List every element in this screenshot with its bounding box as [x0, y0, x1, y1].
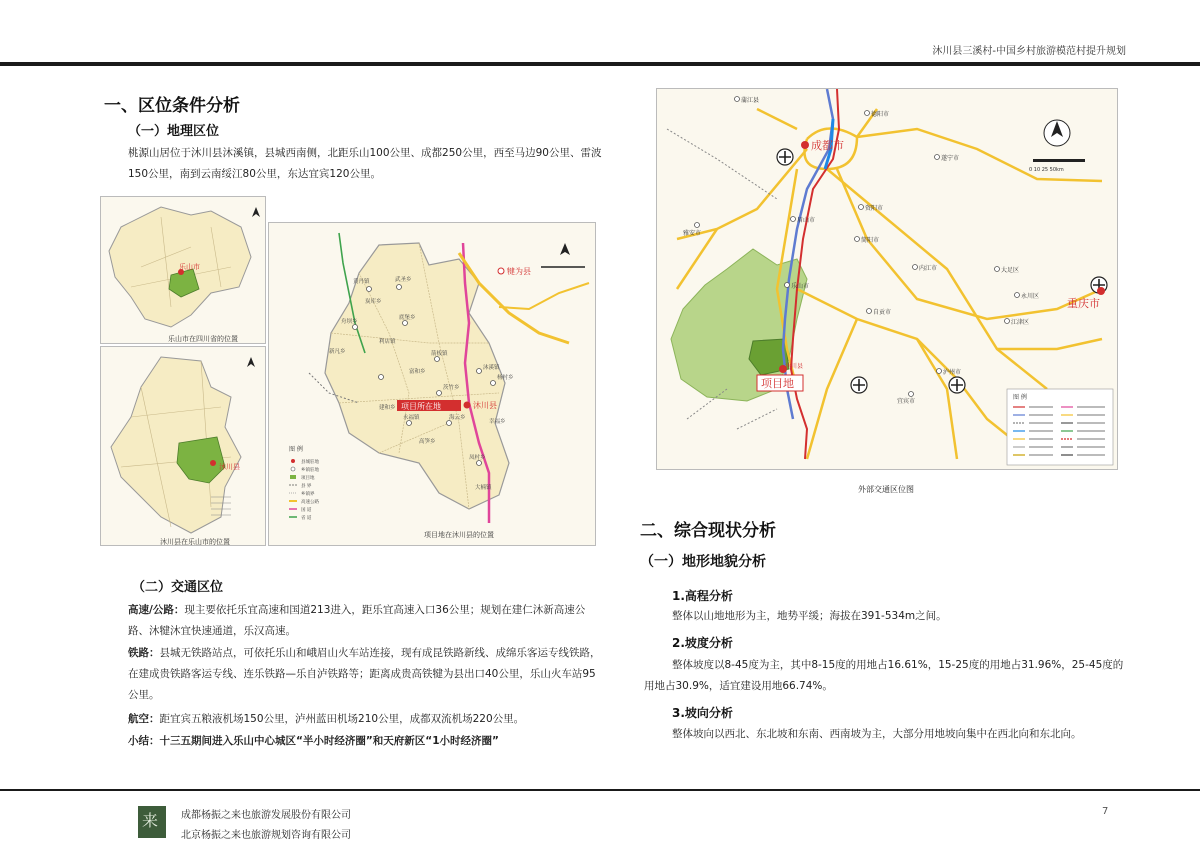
svg-text:富和乡: 富和乡 — [409, 369, 426, 375]
svg-text:项目地: 项目地 — [301, 476, 315, 481]
slope-title: 2.坡度分析 — [672, 636, 733, 650]
svg-text:黄丹镇: 黄丹镇 — [353, 279, 370, 285]
svg-text:县 界: 县 界 — [301, 484, 312, 489]
county-map-caption: 项目地在沐川县的位置 — [424, 531, 494, 539]
svg-text:沐溪镇: 沐溪镇 — [483, 365, 500, 371]
svg-text:新凡乡: 新凡乡 — [329, 349, 346, 355]
svg-text:凤村乡: 凤村乡 — [469, 455, 486, 461]
elevation-text: 整体以山地地形为主，地势平缓；海拔在391-534m之间。 — [672, 610, 947, 622]
svg-text:图 例: 图 例 — [1013, 394, 1027, 401]
railway-paragraph — [128, 643, 606, 706]
company-name-1: 成都杨振之来也旅游发展股份有限公司 — [181, 810, 351, 821]
summary-text: 十三五期间进入乐山中心城区“半小时经济圈”和天府新区“1小时经济圈” — [159, 735, 499, 747]
svg-text:重庆市: 重庆市 — [1067, 297, 1100, 310]
geo-location-text: 桃源山居位于沐川县沐溪镇，县城西南侧，北距乐山100公里、成都250公里，西至马边90公里、雷波150公里，南到云南绥江80公里，东达宜宾120公里。 — [128, 147, 602, 180]
svg-text:海云乡: 海云乡 — [449, 415, 466, 421]
svg-text:高笋乡: 高笋乡 — [419, 439, 436, 445]
svg-text:江津区: 江津区 — [1011, 319, 1030, 326]
company-logo — [138, 806, 166, 838]
svg-text:沐川县: 沐川县 — [473, 401, 497, 410]
svg-text:乐山市: 乐山市 — [179, 263, 200, 271]
svg-text:省 道: 省 道 — [301, 516, 312, 521]
svg-text:沐川县: 沐川县 — [219, 463, 240, 471]
railway-text: 县城无铁路站点，可依托乐山和峨眉山火车站连接，现有成昆铁路新线、成绵乐客运专线铁路，在建成贵铁路客运专线、连乐铁路—乐自泸铁路等；距离成贵高铁犍为县出口40公里，乐山火车站95公里。 — [128, 647, 601, 701]
elevation-title: 1.高程分析 — [672, 589, 733, 603]
svg-text:大足区: 大足区 — [1001, 267, 1020, 274]
svg-text:简阳市: 简阳市 — [861, 237, 880, 244]
highway-text: 现主要依托乐宜高速和国道213进入，距乐宜高速入口36公里；规划在建仁沐新高速公路、沐犍沐宜快速通道，乐汉高速。 — [128, 604, 586, 637]
svg-text:图 例: 图 例 — [289, 446, 303, 453]
air-text: 距宜宾五粮液机场150公里，泸州蓝田机场210公里，成都双流机场220公里。 — [159, 713, 525, 725]
svg-text:资阳市: 资阳市 — [865, 205, 884, 212]
svg-text:幸福乡: 幸福乡 — [489, 419, 506, 425]
svg-text:宜宾市: 宜宾市 — [897, 398, 916, 405]
aspect-text: 整体坡向以西北、东北坡和东南、西南坡为主，大部分用地坡向集中在西北向和东北向。 — [672, 728, 1082, 740]
svg-text:项目所在地: 项目所在地 — [401, 402, 441, 411]
svg-text:自贡市: 自贡市 — [873, 309, 892, 316]
svg-text:德阳市: 德阳市 — [871, 111, 890, 118]
svg-text:底堡乡: 底堡乡 — [399, 315, 416, 321]
svg-text:乡镇驻地: 乡镇驻地 — [301, 468, 319, 473]
svg-text:遂宁市: 遂宁市 — [941, 155, 960, 162]
svg-text:利店镇: 利店镇 — [379, 339, 396, 345]
highway-paragraph — [128, 600, 606, 642]
traffic-location-title: （二）交通区位 — [132, 580, 224, 595]
svg-text:杨村乡: 杨村乡 — [497, 375, 514, 381]
logo-glyph: 来 — [142, 811, 159, 830]
terrain-title: （一）地形地貌分析 — [640, 554, 766, 570]
svg-text:永福镇: 永福镇 — [403, 415, 420, 421]
svg-text:高速公路: 高速公路 — [301, 500, 319, 505]
svg-text:乡镇界: 乡镇界 — [301, 492, 315, 497]
traffic-map — [656, 88, 1118, 470]
svg-text:炭库乡: 炭库乡 — [365, 299, 382, 305]
traffic-map-caption: 外部交通区位图 — [858, 485, 914, 494]
section1-title: 一、区位条件分析 — [104, 96, 240, 116]
summary-label: 小结： — [128, 735, 160, 747]
section2-title: 二、综合现状分析 — [640, 521, 776, 541]
svg-text:蒲江县: 蒲江县 — [741, 97, 760, 104]
svg-text:茨竹乡: 茨竹乡 — [443, 385, 460, 391]
slope-text: 整体坡度以8-45度为主，其中8-15度的用地占16.61%，15-25度的用地占31.96%，25-45度的用地占30.9%，适宜建设用地66.74%。 — [644, 659, 1124, 692]
summary-paragraph — [128, 731, 606, 752]
svg-text:沐川县: 沐川县 — [785, 363, 804, 370]
air-paragraph — [128, 709, 606, 730]
svg-text:县城驻地: 县城驻地 — [301, 460, 319, 465]
company-name-2: 北京杨振之来也旅游规划咨询有限公司 — [181, 830, 351, 841]
page-number: 7 — [1102, 806, 1109, 817]
top-rule — [0, 62, 1200, 66]
svg-text:武圣乡: 武圣乡 — [395, 277, 412, 283]
svg-text:舟坝乡: 舟坝乡 — [341, 319, 358, 325]
svg-text:泸州市: 泸州市 — [943, 369, 962, 376]
svg-text:眉山市: 眉山市 — [797, 217, 816, 224]
svg-text:大楠镇: 大楠镇 — [475, 485, 492, 491]
svg-text:雅安市: 雅安市 — [683, 230, 702, 237]
svg-text:犍为县: 犍为县 — [507, 267, 531, 276]
geo-location-title: （一）地理区位 — [128, 124, 220, 139]
leshan-map-caption: 沐川县在乐山市的位置 — [160, 538, 230, 546]
svg-text:乐山市: 乐山市 — [791, 283, 810, 290]
svg-text:成都市: 成都市 — [811, 139, 844, 152]
doc-title: 沐川县三溪村-中国乡村旅游模范村提升规划 — [932, 46, 1126, 57]
svg-text:建和乡: 建和乡 — [379, 405, 396, 411]
sichuan-map-caption: 乐山市在四川省的位置 — [168, 335, 238, 343]
county-map — [268, 222, 596, 546]
bottom-rule — [0, 789, 1200, 791]
railway-label: 铁路： — [128, 647, 160, 659]
svg-text:箭板镇: 箭板镇 — [431, 351, 448, 357]
air-label: 航空： — [128, 713, 160, 725]
highway-label: 高速/公路： — [128, 604, 185, 616]
svg-text:0 10 25 50km: 0 10 25 50km — [1029, 167, 1064, 173]
leshan-map — [100, 346, 266, 546]
svg-text:内江市: 内江市 — [919, 265, 938, 272]
svg-text:项目地: 项目地 — [761, 377, 794, 390]
svg-text:永川区: 永川区 — [1021, 293, 1040, 300]
svg-text:国 道: 国 道 — [301, 508, 312, 513]
sichuan-map — [100, 196, 266, 344]
aspect-title: 3.坡向分析 — [672, 706, 733, 720]
